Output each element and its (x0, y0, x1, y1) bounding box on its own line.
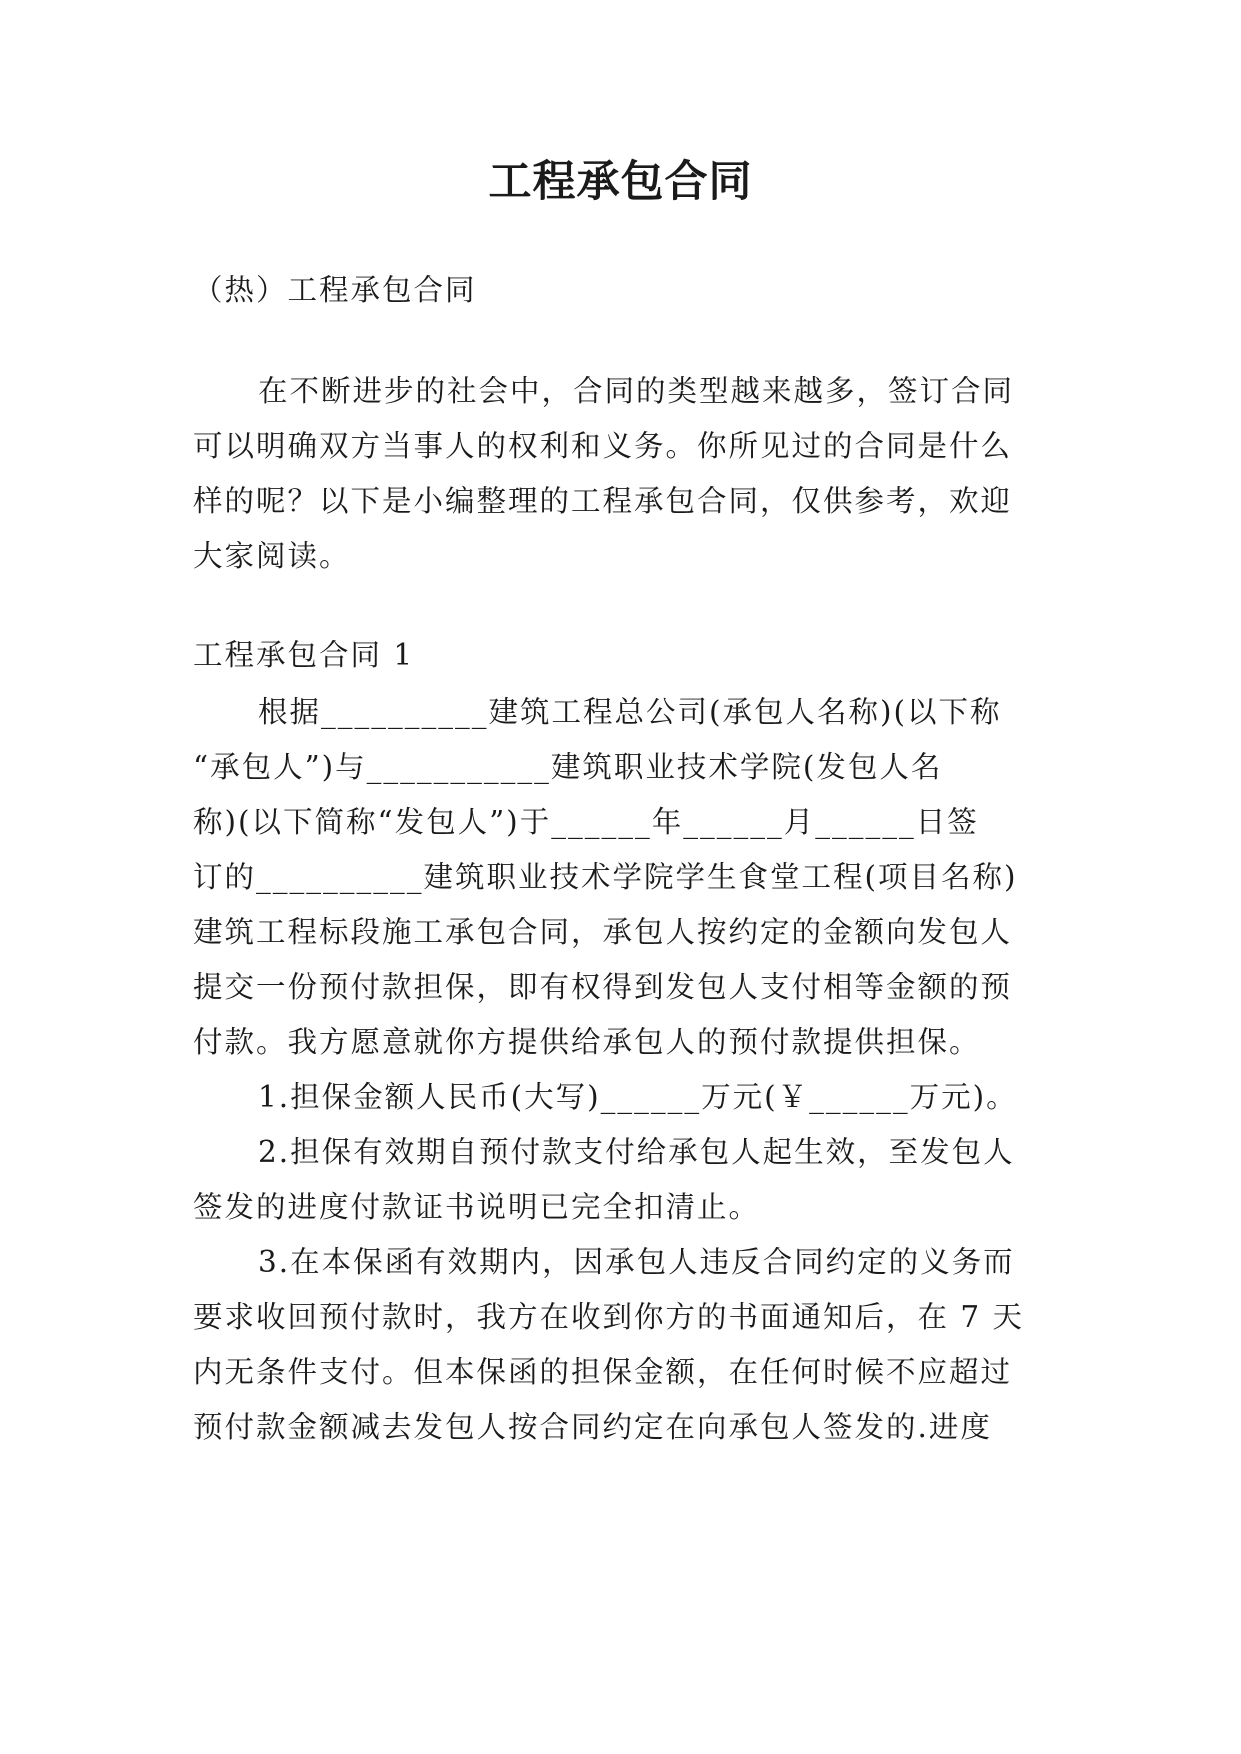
body-line: 付款。我方愿意就你方提供给承包人的预付款提供担保。 (193, 1025, 981, 1059)
body-line: 建筑工程标段施工承包合同，承包人按约定的金额向发包人 (193, 915, 1013, 949)
intro-line: 在不断进步的社会中，合同的类型越来越多，签订合同 (258, 374, 1015, 408)
document-title: 工程承包合同 (488, 157, 753, 207)
body-line: 称)(以下简称“发包人”)于______年______月______日签 (193, 805, 979, 839)
document-subtitle: （热）工程承包合同 (193, 273, 477, 307)
section-heading: 工程承包合同 1 (193, 638, 415, 672)
clause-2: 2.担保有效期自预付款支付给承包人起生效，至发包人 (258, 1135, 1015, 1169)
body-line: 根据__________建筑工程总公司(承包人名称)(以下称 (258, 695, 1002, 729)
body-line: 要求收回预付款时，我方在收到你方的书面通知后，在 7 天 (193, 1300, 1025, 1334)
body-line: 订的__________建筑职业技术学院学生食堂工程(项目名称) (193, 860, 1018, 894)
body-line: 预付款金额减去发包人按合同约定在向承包人签发的.进度 (193, 1410, 992, 1444)
intro-line: 可以明确双方当事人的权利和义务。你所见过的合同是什么 (193, 429, 1013, 463)
body-line: 签发的进度付款证书说明已完全扣清止。 (193, 1190, 761, 1224)
intro-line: 大家阅读。 (193, 539, 351, 573)
body-line: “承包人”)与___________建筑职业技术学院(发包人名 (193, 750, 943, 784)
clause-3: 3.在本保函有效期内，因承包人违反合同约定的义务而 (258, 1245, 1015, 1279)
body-line: 内无条件支付。但本保函的担保金额，在任何时候不应超过 (193, 1355, 1013, 1389)
body-line: 提交一份预付款担保，即有权得到发包人支付相等金额的预 (193, 970, 1013, 1004)
clause-1: 1.担保金额人民币(大写)______万元(￥______万元)。 (258, 1080, 1018, 1114)
intro-line: 样的呢？以下是小编整理的工程承包合同，仅供参考，欢迎 (193, 484, 1013, 518)
